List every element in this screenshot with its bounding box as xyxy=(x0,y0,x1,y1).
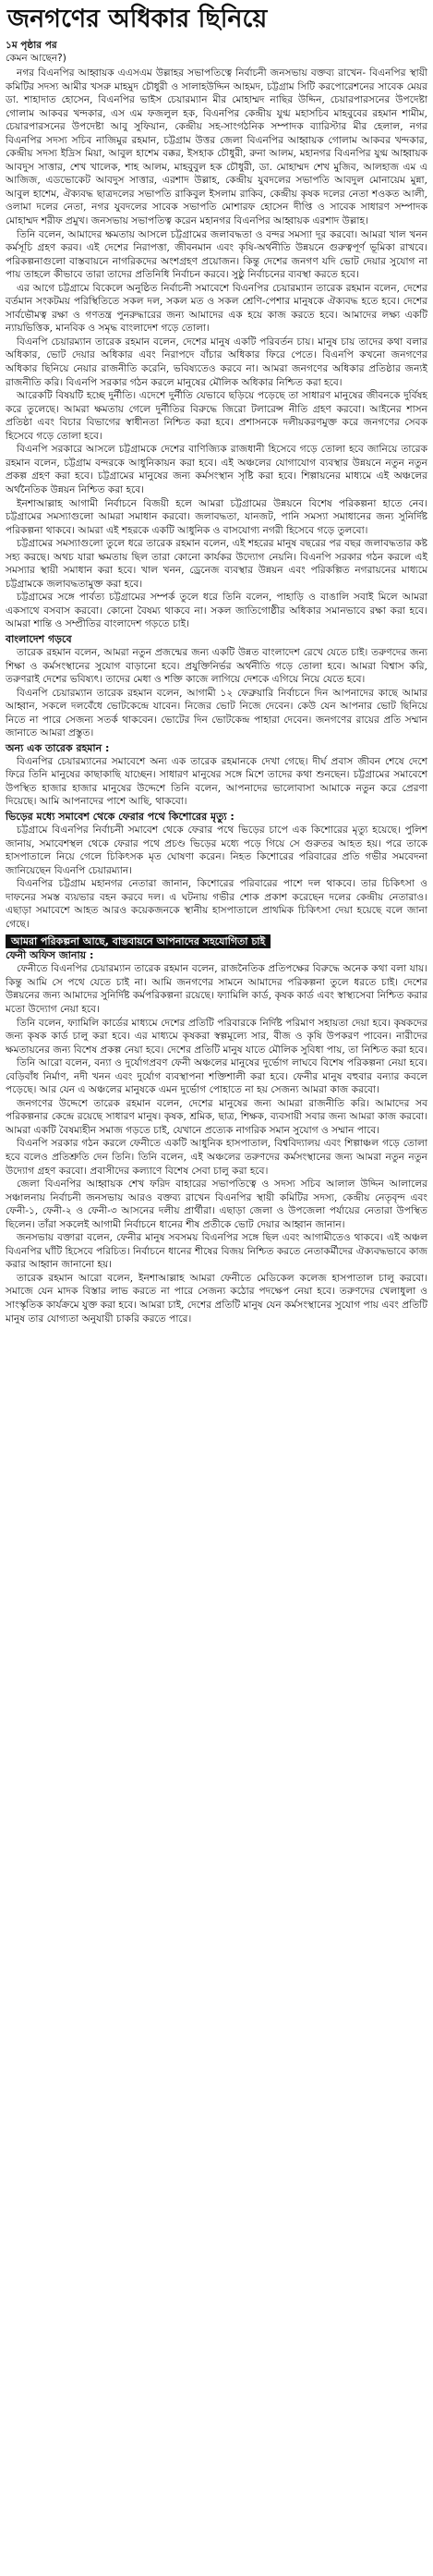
paragraph: তারেক রহমান আরো বলেন, ইনশাআল্লাহ আমরা ফেনীতে মেডিকেল কলেজ হাসপাতাল চালু করবো। সমাজে যেন মাদক বিস্তার লাভ করতে না পারে সেজন্য কঠোর পদক্ষেপ নেয়া হবে। তরুণদের খেলাধুলা ও সাংস্কৃতিক কার্যক্রমে যুক্ত করা হবে। আমরা চাই, দেশের প্রতিটি মানুষ যেন কর্মসংস্থানের সুযোগ পায় এবং প্রতিটি মানুষ তার যোগ্যতা অনুযায়ী চাকরি করতে পারে। xyxy=(6,1272,427,1325)
continuation-note: ১ম পৃষ্ঠার পর xyxy=(6,40,57,51)
paragraph: বিএনপি সরকার গঠন করলে ফেনীতে একটি আধুনিক হাসপাতাল, বিশ্ববিদ্যালয় এবং শিল্পাঞ্চল গড়ে তোলা হবে বলেও প্রতিশ্রুতি দেন তিনি। তিনি বলেন, এই অঞ্চলের তরুণদের কর্মসংস্থানের জন্য আমরা নতুন নতুন উদ্যোগ গ্রহণ করবো। প্রবাসীদের কল্যাণে বিশেষ সেবা চালু করা হবে। xyxy=(6,1138,427,1177)
article-headline: জনগণের অধিকার ছিনিয়ে xyxy=(7,5,268,33)
paragraph: বিএনপি সরকারে আসলে চট্টগ্রামকে দেশের বাণিজ্যিক রাজধানী হিসেবে গড়ে তোলা হবে জানিয়ে তারেক রহমান বলেন, চট্টগ্রাম বন্দরকে আধুনিকায়ন করা হবে। এই অঞ্চলের যোগাযোগ ব্যবস্থার উন্নয়নে নতুন নতুন প্রকল্প গ্রহণ করা হবে। চট্টগ্রামের মানুষের জন্য কর্মসংস্থান সৃষ্টি করা হবে। শিল্পায়নের মাধ্যমে এই অঞ্চলের অর্থনৈতিক উন্নয়ন নিশ্চিত করা হবে। xyxy=(6,444,427,495)
paragraph: বিএনপি চেয়ারম্যান তারেক রহমান বলেন, আগামী ১২ ফেব্রুয়ারি নির্বাচনে দিন আপনাদের কাছে আমার আহ্বান, সকলে দলবেঁধে ভোটকেন্দ্রে যাবেন। নিজের ভোট নিজে দেবেন। কেউ যেন আপনার ভোট ছিনিয়ে নিতে না পারে সেজন্য সতর্ক থাকবেন। ভোটের দিন ভোটকেন্দ্র পাহারা দেবেন। জনগণের রায়ের প্রতি সম্মান জানাতে আমরা প্রস্তুত। xyxy=(6,687,427,739)
paragraph: তিনি বলেন, ফ্যামিলি কার্ডের মাধ্যমে দেশের প্রতিটি পরিবারকে নির্দিষ্ট পরিমাণ সহায়তা দেয়া হবে। কৃষকদের জন্য কৃষক কার্ড চালু করা হবে। এর মাধ্যমে কৃষকরা স্বল্পমূল্যে সার, বীজ ও কৃষি উপকরণ পাবেন। নারীদের ক্ষমতায়নের জন্য বিশেষ প্রকল্প নেয়া হবে। দেশের প্রতিটি মানুষ যাতে মৌলিক সুবিধা পায়, তা নিশ্চিত করা হবে। xyxy=(6,1017,427,1056)
paragraph: জনগণের উদ্দেশে তারেক রহমান বলেন, দেশের মানুষের জন্য আমরা রাজনীতি করি। আমাদের সব পরিকল্পনার কেন্দ্রে রয়েছে সাধারণ মানুষ। কৃষক, শ্রমিক, ছাত্র, শিক্ষক, ব্যবসায়ী সবার জন্য আমরা কাজ করবো। আমরা একটি বৈষম্যহীন সমাজ গড়তে চাই, যেখানে প্রত্যেক নাগরিক সমান সুযোগ ও সম্মান পাবে। xyxy=(6,1097,427,1136)
paragraph: এর আগে চট্টগ্রামে বিকেলে অনুষ্ঠিত নির্বাচনী সমাবেশে বিএনপির চেয়ারম্যান তারেক রহমান বলেন, দেশের বর্তমান সংকটময় পরিস্থিতিতে সকল দল, সকল মত ও সকল শ্রেণি-পেশার মানুষকে ঐক্যবদ্ধ হতে হবে। দেশের সার্বভৌমত্ব রক্ষা ও গণতন্ত্র পুনরুদ্ধারের জন্য আমাদের এক হয়ে কাজ করতে হবে। আমাদের লক্ষ্য একটি ন্যায়ভিত্তিক, মানবিক ও সমৃদ্ধ বাংলাদেশ গড়ে তোলা। xyxy=(6,282,427,335)
paragraph: আরেকটি বিষয়টি হচ্ছে দুর্নীতি। এদেশে দুর্নীতি যেভাবে ছড়িয়ে পড়েছে তা সাধারণ মানুষের জীবনকে দুর্বিষহ করে তুলেছে। আমরা ক্ষমতায় গেলে দুর্নীতির বিরুদ্ধে জিরো টলারেন্স নীতি গ্রহণ করবো। আইনের শাসন প্রতিষ্ঠা এবং বিচার বিভাগের স্বাধীনতা নিশ্চিত করা হবে। প্রশাসনকে দলীয়করণমুক্ত করে জনগণের সেবক হিসেবে গড়ে তোলা হবে। xyxy=(6,390,427,442)
article-body-part-3 xyxy=(6,755,427,809)
article-body-part-5 xyxy=(6,962,427,1325)
inline-subheading: ভিড়ের মধ্যে সমাবেশ থেকে ফেরার পথে কিশোরের মৃত্যু : xyxy=(6,810,235,823)
paragraph: তিনি আরো বলেন, বন্যা ও দুর্যোগপ্রবণ ফেনী অঞ্চলের মানুষের দুর্ভোগ লাঘবে বিশেষ পরিকল্পনা নেয়া হবে। বেড়িবাঁধ নির্মাণ, নদী খনন এবং দুর্যোগ ব্যবস্থাপনা শক্তিশালী করা হবে। ফেনীর মানুষ বহুবার বন্যার কবলে পড়েছে। আর যেন এ অঞ্চলের মানুষকে এমন দুর্ভোগ পোহাতে না হয় সেজন্য আমরা কাজ করবো। xyxy=(6,1057,427,1096)
section-heading: বাংলাদেশ গড়বে xyxy=(6,632,72,645)
paragraph: বিএনপির চেয়ারম্যানের সমাবেশে অন্য এক তারেক রহমানকে দেখা গেছে। দীর্ঘ প্রবাস জীবন শেষে দেশে ফিরে তিনি মানুষের কাছাকাছি যাচ্ছেন। সাধারণ মানুষের সঙ্গে মিশে তাদের কথা শুনছেন। চট্টগ্রামের সমাবেশে উপস্থিত হাজার হাজার মানুষের উদ্দেশে তিনি বলেন, আপনাদের ভালোবাসা আমাকে নতুন করে প্রেরণা দিয়েছে। আমি আপনাদের পাশে আছি, থাকবো। xyxy=(6,755,427,808)
byline: কেমন আছেন?) xyxy=(6,53,66,64)
paragraph: তিনি বলেন, আমাদের ক্ষমতায় আসলে চট্টগ্রামের জলাবদ্ধতা ও বন্দর সমস্যা দূর করবো। আমরা খাল খনন কর্মসূচি গ্রহণ করব। এই দেশের নিরাপত্তা, জীবনমান এবং কৃষি-অর্থনীতি উন্নয়নে গুরুত্বপূর্ণ ভূমিকা রাখবে। পরিকল্পনাগুলো বাস্তবায়নে নাগরিকদের অংশগ্রহণ প্রয়োজন। কিন্তু দেশের জনগণ যদি ভোট দেয়ার সুযোগ না পায় তাহলে কীভাবে তারা তাদের প্রতিনিধি নির্বাচন করবে। সুষ্ঠু নির্বাচনের ব্যবস্থা করতে হবে। xyxy=(6,228,427,281)
paragraph: ইনশাআল্লাহ আগামী নির্বাচনে বিজয়ী হলে আমরা চট্টগ্রামের উন্নয়নে বিশেষ পরিকল্পনা হাতে নেব। চট্টগ্রামের সমস্যাগুলো আমরা সমাধান করবো। জলাবদ্ধতা, যানজট, পানি সমস্যা সমাধানের জন্য সুনির্দিষ্ট পরিকল্পনা থাকবে। আমরা এই শহরকে একটি আধুনিক ও বাসযোগ্য নগরী হিসেবে গড়ে তুলবো। xyxy=(6,497,427,536)
article-body-part-2 xyxy=(6,646,427,740)
paragraph: চট্টগ্রামের সমস্যাগুলো তুলে ধরে তারেক রহমান বলেন, এই শহরের মানুষ বছরের পর বছর জলাবদ্ধতার কষ্ট সহ্য করছে। অথচ যারা ক্ষমতায় ছিল তারা কোনো কার্যকর উদ্যোগ নেয়নি। বিএনপি সরকার গঠন করলে এই সমস্যার স্থায়ী সমাধান করা হবে। খাল খনন, ড্রেনেজ ব্যবস্থার উন্নয়ন এবং পরিকল্পিত নগরায়নের মাধ্যমে চট্টগ্রামকে জলাবদ্ধতামুক্ত করা হবে। xyxy=(6,538,427,590)
inline-subheading: অন্য এক তারেক রহমান : xyxy=(6,741,110,754)
article-body-part-1 xyxy=(6,67,427,631)
paragraph: ফেনীতে বিএনপির চেয়ারম্যান তারেক রহমান বলেন, রাজনৈতিক প্রতিপক্ষের বিরুদ্ধে অনেক কথা বলা যায়। কিন্তু আমি সে পথে যেতে চাই না। আমি জনগণের সামনে আমাদের পরিকল্পনা তুলে ধরতে চাই। দেশের উন্নয়নের জন্য আমাদের সুনির্দিষ্ট কর্মপরিকল্পনা রয়েছে। ফ্যামিলি কার্ড, কৃষক কার্ড এবং স্বাস্থ্যসেবা নিশ্চিত করার মতো উদ্যোগ নেয়া হবে। xyxy=(6,963,427,1015)
paragraph: তারেক রহমান বলেন, আমরা নতুন প্রজন্মের জন্য একটি উন্নত বাংলাদেশ রেখে যেতে চাই। তরুণদের জন্য শিক্ষা ও কর্মসংস্থানের সুযোগ বাড়ানো হবে। প্রযুক্তিনির্ভর অর্থনীতি গড়ে তোলা হবে। আমরা বিশ্বাস করি, তরুণরাই দেশের ভবিষ্যৎ। তাদের মেধা ও শক্তি কাজে লাগিয়ে দেশকে এগিয়ে নিয়ে যেতে হবে। xyxy=(6,646,427,686)
paragraph: নগর বিএনপির আহ্বায়ক এএসএম উল্লাহর সভাপতিত্বে নির্বাচনী জনসভায় বক্তব্য রাখেন- বিএনপির স্থায়ী কমিটির সদস্য আমীর খসরু মাহমুদ চৌধুরী ও সালাহউদ্দিন আহমদ, চট্টগ্রাম সিটি করপোরেশনের সাবেক মেয়র ডা. শাহাদাত হোসেন, বিএনপির ভাইস চেয়ারম্যান মীর মোহাম্মদ নাছির উদ্দিন, চেয়ারপারসনের উপদেষ্টা গোলাম আকবর খন্দকার, এস এম ফজলুল হক, বিএনপির কেন্দ্রীয় যুগ্ম মহাসচিব মাহবুবের রহমান শামীম, চেয়ারপারসনের উপদেষ্টা আবু সুফিয়ান, কেন্দ্রীয় সহ-সাংগঠনিক সম্পাদক ব্যারিস্টার মীর হেলাল, নগর বিএনপির সদস্য সচিব নাজিমুর রহমান, চট্টগ্রাম উত্তর জেলা বিএনপির আহ্বায়ক গোলাম আকবর খন্দকার, কেন্দ্রীয় সদস্য ইদ্রিস মিয়া, আবুল হাশেম বক্কর, ইসহাক চৌধুরী, রুনা আলম, মহানগর বিএনপির যুগ্ম আহ্বায়ক আবদুস সাত্তার, শেখ খালেক, শাহ আলম, মাহবুবুল হক চৌধুরী, ডা. মোহাম্মদ শেখ মুজিব, আলহাজ এম এ আজিজ, এডভোকেট আবদুস সাত্তার, এরশাদ উল্লাহ, কেন্দ্রীয় যুবদলের সভাপতি আবদুল মোনায়েম মুন্না, আবুল হাশেম, ঐক্যবদ্ধ ছাত্রদলের সভাপতি রাকিবুল ইসলাম রাকিব, কেন্দ্রীয় কৃষক দলের নেতা শওকত আলী, ওলামা দলের নেতা, নগর যুবদলের সাবেক সভাপতি মোশারফ হোসেন দীপ্তি ও সাবেক সাধারণ সম্পাদক মোহাম্মদ শরীফ প্রমুখ। জনসভায় সভাপতিত্ব করেন মহানগর বিএনপির আহ্বায়ক এরশাদ উল্লাহ। xyxy=(6,67,427,227)
bureau-dateline: ফেনী অফিস জানায় : xyxy=(6,949,94,962)
paragraph: বিএনপির চট্টগ্রাম মহানগর নেতারা জানান, কিশোরের পরিবারের পাশে দল থাকবে। তার চিকিৎসা ও দাফনের সমস্ত ব্যয়ভার বহন করবে দল। এ ঘটনায় গভীর শোক প্রকাশ করেছেন দলের কেন্দ্রীয় নেতারাও। এছাড়া সমাবেশে আহত আরও কয়েকজনকে স্থানীয় হাসপাতালে প্রাথমিক চিকিৎসা দেয়া হয়েছে বলে জানা গেছে। xyxy=(6,878,427,930)
boxed-section-heading: আমরা পরিকল্পনা আছে, বাস্তবায়নে আপনাদের সহযোগিতা চাই xyxy=(6,934,271,948)
paragraph: চট্টগ্রামের সঙ্গে পার্বত্য চট্টগ্রামের সম্পর্ক তুলে ধরে তিনি বলেন, পাহাড়ি ও বাঙালি সবাই মিলে আমরা একসাথে বসবাস করবো। কোনো বৈষম্য থাকবে না। সকল জাতিগোষ্ঠীর অধিকার সমানভাবে রক্ষা করা হবে। আমরা শান্তি ও সম্প্রীতির বাংলাদেশ গড়তে চাই। xyxy=(6,592,427,630)
article-body-part-4 xyxy=(6,824,427,931)
paragraph: বিএনপি চেয়ারম্যান তারেক রহমান বলেন, দেশের মানুষ একটি পরিবর্তন চায়। মানুষ চায় তাদের কথা বলার অধিকার, ভোট দেয়ার অধিকার এবং নিরাপদে বাঁচার অধিকার ফিরে পেতে। বিএনপি কখনো জনগণের অধিকার ছিনিয়ে নেয়ার রাজনীতি করেনি, ভবিষ্যতেও করবে না। আমরা জনগণের অধিকার প্রতিষ্ঠার জন্যই রাজনীতি করি। বিএনপি সরকার গঠন করলে মানুষের মৌলিক অধিকার নিশ্চিত করা হবে। xyxy=(6,336,427,388)
paragraph: জেলা বিএনপির আহ্বায়ক শেখ ফরিদ বাহারের সভাপতিত্বে ও সদস্য সচিব আলাল উদ্দিন আলালের সঞ্চালনায় নির্বাচনী জনসভায় আরও বক্তব্য রাখেন বিএনপির স্থায়ী কমিটির সদস্য, কেন্দ্রীয় নেতৃবৃন্দ এবং ফেনী-১, ফেনী-২ ও ফেনী-৩ আসনের দলীয় প্রার্থীরা। এছাড়া জেলা ও উপজেলা পর্যায়ের নেতারা উপস্থিত ছিলেন। তাঁরা সকলেই আগামী নির্বাচনে ধানের শীষ প্রতীকে ভোট দেয়ার আহ্বান জানান। xyxy=(6,1178,427,1230)
paragraph: জনসভায় বক্তারা বলেন, ফেনীর মানুষ সবসময় বিএনপির সঙ্গে ছিল এবং আগামীতেও থাকবে। এই অঞ্চল বিএনপির ঘাঁটি হিসেবে পরিচিত। নির্বাচনে ধানের শীষের বিজয় নিশ্চিত করতে নেতাকর্মীদের ঐক্যবদ্ধভাবে কাজ করার আহ্বান জানানো হয়। xyxy=(6,1232,427,1271)
paragraph: চট্টগ্রামে বিএনপির নির্বাচনী সমাবেশ থেকে ফেরার পথে ভিড়ের চাপে এক কিশোরের মৃত্যু হয়েছে। পুলিশ জানায়, সমাবেশস্থল থেকে ফেরার পথে প্রচণ্ড ভিড়ের মধ্যে পড়ে গিয়ে সে গুরুতর আহত হয়। পরে তাকে হাসপাতালে নিয়ে গেলে চিকিৎসক মৃত ঘোষণা করেন। নিহত কিশোরের পরিবারের প্রতি গভীর সমবেদনা জানিয়েছেন বিএনপি চেয়ারম্যান। xyxy=(6,824,427,876)
